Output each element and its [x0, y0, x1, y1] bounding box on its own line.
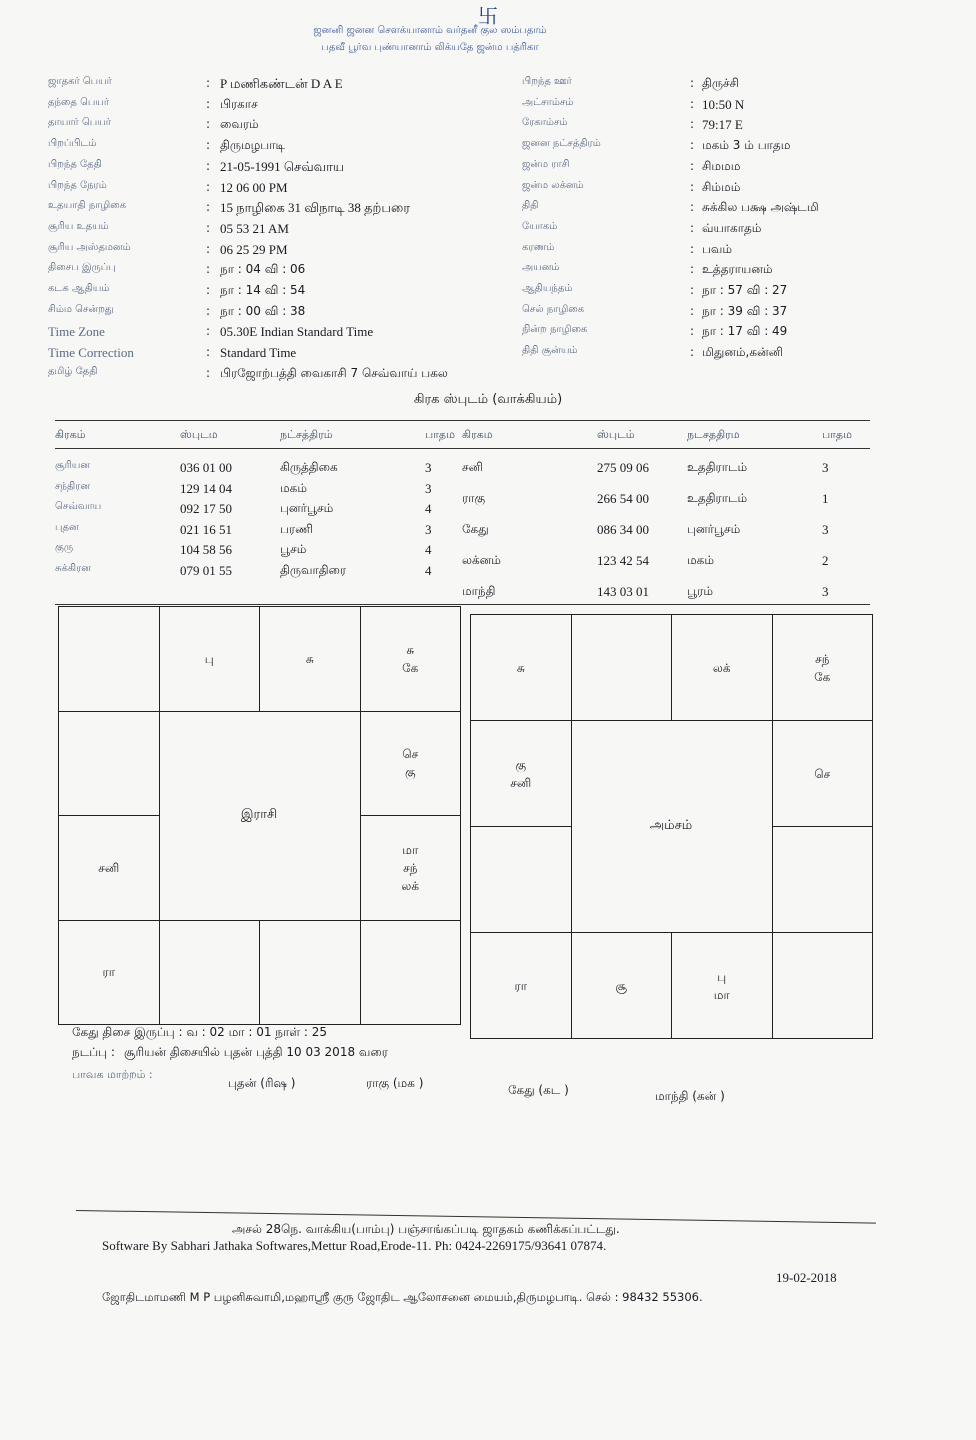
info-row [522, 345, 902, 365]
info-label: சூரிய அஸ்தமனம் [48, 241, 131, 253]
info-label: பிறப்பிடம் [48, 138, 97, 150]
column-header: நட்சத்திரம் [280, 428, 333, 441]
info-row [48, 242, 508, 262]
planet-abbrev: சந் [403, 860, 418, 875]
info-colon: : [206, 179, 211, 194]
table-cell-sputam: 143 03 01 [597, 584, 649, 599]
planet-abbrev: சு [406, 642, 415, 657]
table-cell-star: திருவாதிரை [280, 562, 347, 577]
table-cell-star: மகம் [687, 553, 714, 567]
info-label: ஜன்ம லக்னம் [522, 179, 584, 191]
table-cell-padam: 3 [822, 460, 829, 475]
info-label: யோகம் [522, 220, 558, 232]
info-value: சிம்மம் [702, 179, 741, 194]
planet-table-left [55, 424, 455, 604]
info-colon: : [206, 324, 211, 339]
bhava-item: மாந்தி (கன் ) [655, 1089, 725, 1103]
info-colon: : [206, 303, 211, 318]
info-value: திருமழபாடி [220, 138, 286, 153]
info-value: உத்தராயனம் [702, 262, 773, 277]
info-label: உதயாதி நாழிகை [48, 200, 127, 212]
info-colon: : [206, 220, 211, 235]
table-cell-padam: 3 [822, 584, 829, 599]
info-label: தமிழ் தேதி [48, 365, 98, 377]
table-cell-planet: குரு [55, 542, 74, 553]
chart-house-makaram [470, 826, 572, 933]
chart-house-mesham [571, 614, 673, 721]
planet-abbrev: மா [713, 987, 730, 1002]
table-cell-sputam: 092 17 50 [180, 501, 232, 516]
header-sloka-line1: ஜனனி ஜனன சௌக்யானாம் வர்தனீ குல ஸம்பதாம் [313, 25, 547, 36]
info-label: தாயார் பெயர் [48, 117, 111, 129]
info-value: பிரஜோற்பத்தி வைகாசி 7 செவ்வாய் பகல [220, 365, 448, 380]
table-top-rule [55, 420, 870, 421]
info-value: நா : 00 வி : 38 [220, 303, 306, 318]
info-row [48, 76, 508, 96]
chart-house-thulam [259, 920, 361, 1026]
info-row [48, 138, 508, 158]
table-cell-star: புனர்பூசம் [280, 501, 334, 515]
chart-house-kanni [772, 932, 874, 1039]
planet-abbrev: லக் [401, 878, 420, 893]
info-value: 05.30E Indian Standard Time [220, 324, 374, 340]
chart-house-meenam [470, 614, 572, 721]
table-cell-sputam: 123 42 54 [597, 553, 649, 568]
info-colon: : [690, 96, 695, 111]
planet-abbrev: சனி [98, 860, 120, 875]
chart-house-katakam [360, 711, 462, 817]
info-colon: : [690, 76, 695, 90]
table-cell-sputam: 021 16 51 [180, 521, 232, 537]
chart-house-mithunam [360, 606, 462, 712]
info-label: ஜன்ம ராசி [522, 158, 570, 170]
table-cell-star: பூரம் [687, 584, 714, 598]
table-cell-padam: 1 [822, 491, 829, 506]
table-cell-star: பூசம் [280, 542, 307, 556]
info-value: Standard Time [220, 345, 297, 361]
info-value: நா : 04 வி : 06 [220, 262, 306, 277]
planet-abbrev: சூ [615, 978, 627, 993]
table-cell-padam: 3 [425, 521, 432, 537]
info-value: நா : 14 வி : 54 [220, 283, 306, 297]
table-cell-sputam: 086 34 00 [597, 522, 649, 537]
table-cell-sputam: 275 09 06 [597, 460, 649, 475]
info-label: திதி சூன்யம் [522, 345, 578, 357]
planet-abbrev: கு [515, 757, 527, 772]
planet-abbrev: பு [204, 651, 214, 666]
info-label: ஆதியந்தம் [522, 283, 573, 294]
table-cell-sputam: 266 54 00 [597, 491, 649, 506]
info-row [522, 221, 902, 241]
info-value: 21-05-1991 செவ்வாய [220, 158, 345, 174]
table-cell-padam: 4 [425, 501, 432, 516]
info-label: ஜனன நட்சத்திரம் [522, 138, 601, 150]
info-row [48, 97, 508, 117]
info-row [522, 324, 902, 344]
info-row [522, 180, 902, 200]
table-cell-star: உததிராடம் [687, 491, 748, 505]
chart-house-thulam [671, 932, 773, 1039]
bhava-change-label: பாவக மாற்றம் : [72, 1068, 153, 1081]
column-header: பாதம [425, 428, 455, 441]
info-row [48, 117, 508, 137]
info-value: நா : 39 வி : 37 [702, 303, 788, 318]
info-value: சிமமம [702, 158, 741, 173]
table-cell-planet: புதன [55, 521, 79, 533]
chart-house-kanni [360, 920, 462, 1026]
info-row [48, 221, 508, 241]
info-value: 15 நாழிகை 31 விநாடி 38 தற்பரை [220, 200, 411, 216]
info-label: கரணம் [522, 241, 555, 253]
info-row [48, 283, 508, 303]
table-cell-sputam: 104 58 56 [180, 542, 232, 557]
planet-abbrev: கே [814, 669, 831, 684]
planet-abbrev: சு [305, 651, 314, 666]
info-row [48, 345, 508, 365]
current-period: சூரியன் திசையில் புதன் புத்தி 10 03 2018 வரை [124, 1045, 388, 1059]
planet-abbrev: சந் [815, 651, 830, 666]
info-row [48, 324, 508, 344]
table-cell-star: மகம் [280, 480, 307, 495]
chart-house-kumbam [58, 711, 160, 817]
info-row [48, 304, 508, 324]
rasi-chart [58, 606, 460, 1024]
info-value: P மணிகண்டன் D A E [220, 76, 343, 91]
info-colon: : [690, 117, 695, 132]
planet-abbrev: கு [404, 765, 416, 780]
info-colon: : [690, 179, 695, 194]
planet-abbrev: செ [402, 747, 419, 762]
table-cell-sputam: 079 01 55 [180, 562, 232, 578]
info-row [522, 262, 902, 282]
info-colon: : [206, 158, 211, 173]
info-row [522, 200, 902, 220]
table-cell-padam: 4 [425, 562, 432, 578]
chart-title: இராசி [240, 807, 278, 822]
planet-abbrev: சு [516, 660, 525, 675]
table-cell-star: கிருத்திகை [280, 460, 338, 474]
table-cell-sputam: 036 01 00 [180, 460, 232, 475]
info-value: சுக்கில பக்ஷ அஷ்டமி [702, 200, 819, 215]
info-value: 05 53 21 AM [220, 220, 289, 236]
info-label: சூரிய உதயம் [48, 220, 109, 232]
footer-print-date: 19-02-2018 [776, 1270, 837, 1285]
info-colon: : [690, 220, 695, 235]
table-bottom-rule [55, 604, 870, 605]
amsam-chart [470, 614, 872, 1038]
chart-house-katakam [772, 720, 874, 827]
chart-house-makaram [58, 815, 160, 921]
chart-house-viruchikam [159, 920, 261, 1026]
info-row [48, 262, 508, 282]
info-colon: : [206, 76, 211, 90]
info-value: நா : 17 வி : 49 [702, 324, 788, 339]
info-value: பிரகாச [220, 96, 258, 111]
info-label: திசைப இருப்பு [48, 262, 116, 274]
chart-title: அம்சம் [649, 818, 693, 833]
info-value: 06 25 29 PM [220, 241, 288, 257]
planet-table-right [462, 424, 872, 604]
info-row [522, 304, 902, 324]
planet-abbrev: பு [717, 969, 727, 984]
info-colon: : [690, 345, 695, 360]
bhava-item: ராகு (மக ) [366, 1076, 424, 1090]
current-period-label: நடப்பு : [72, 1045, 115, 1059]
table-cell-padam: 4 [425, 542, 432, 557]
planet-positions-title: கிரக ஸ்புடம் (வாக்கியம்) [413, 392, 563, 407]
info-value: 10:50 N [702, 96, 745, 112]
info-colon: : [690, 200, 695, 215]
info-colon: : [206, 283, 211, 297]
footer-panchang-note: அசல் 28நெ. வாக்கிய(பாம்பு) பஞ்சாங்கப்படி ஜாதகம் கணிக்கப்பட்டது. [232, 1222, 620, 1236]
info-colon: : [206, 96, 211, 111]
chart-house-rishabam [671, 614, 773, 721]
info-value: பவம் [702, 241, 733, 256]
swastika-symbol: 卐 [478, 4, 498, 28]
table-cell-planet: சுக்கிரன [55, 562, 91, 574]
info-value: திருச்சி [702, 76, 739, 90]
info-colon: : [206, 262, 211, 277]
header-sloka-line2: பதவீ பூர்வ புண்யானாம் லிக்யதே ஜன்ம பத்ரிகா [321, 42, 539, 53]
column-header: பாதம [822, 428, 852, 441]
info-label: கடக ஆதியம் [48, 283, 110, 294]
planet-abbrev: ரா [514, 978, 527, 993]
table-cell-planet: சூரியன [55, 460, 91, 471]
info-label: திதி [522, 200, 539, 212]
birth-details-left [48, 76, 508, 386]
chart-house-simmam [360, 815, 462, 921]
footer-software-credit: Software By Sabhari Jathaka Softwares,Mettur Road,Erode-11. Ph: 0424-2269175/93641 07874. [102, 1238, 607, 1253]
chart-house-dhanus [58, 920, 160, 1026]
info-value: மகம் 3 ம் பாதம [702, 138, 791, 153]
table-cell-padam: 3 [822, 522, 829, 537]
table-cell-planet: மாந்தி [462, 584, 496, 598]
dasha-balance: கேது திசை இருப்பு : வ : 02 மா : 01 நாள் : 25 [72, 1025, 328, 1039]
info-label: பிறந்த நேரம் [48, 179, 107, 191]
table-cell-star: புனர்பூசம் [687, 522, 741, 536]
column-header: கிரகம் [55, 428, 86, 441]
info-label: செல் நாழிகை [522, 303, 585, 315]
chart-house-kumbam [470, 720, 572, 827]
planet-abbrev: செ [814, 766, 831, 781]
table-cell-planet: கேது [462, 522, 489, 536]
info-colon: : [206, 138, 211, 153]
info-row [522, 159, 902, 179]
info-label: Time Zone [48, 324, 105, 340]
info-colon: : [690, 262, 695, 277]
table-cell-padam: 3 [425, 480, 432, 496]
info-colon: : [690, 324, 695, 339]
info-label: பிறந்த ஊர் [522, 76, 572, 87]
info-label: சிம்ம சென்றது [48, 303, 114, 315]
table-cell-star: பரணி [280, 521, 313, 536]
info-row [522, 76, 902, 96]
column-header: ஸ்புடம் [597, 428, 635, 441]
table-cell-planet: சந்திரன [55, 480, 91, 492]
info-row [522, 283, 902, 303]
chart-house-mithunam [772, 614, 874, 721]
footer-astrologer-contact: ஜோதிடமாமணி M P பழனிசுவாமி,மஹாஸ்ரீ குரு ஜோதிட ஆலோசனை மையம்,திருமழபாடி. செல் : 98432 55306. [102, 1290, 703, 1304]
column-header: நடசததிரம [687, 428, 740, 441]
planet-abbrev: மா [402, 842, 419, 857]
info-colon: : [690, 303, 695, 318]
table-cell-star: உததிராடம் [687, 460, 748, 474]
planet-abbrev: லக் [712, 660, 731, 675]
table-cell-planet: லக்னம் [462, 553, 501, 567]
info-label: Time Correction [48, 345, 134, 361]
planet-abbrev: சனி [510, 775, 532, 790]
table-cell-padam: 2 [822, 553, 829, 568]
table-cell-planet: செவ்வாய [55, 501, 102, 512]
info-row [522, 242, 902, 262]
info-label: அட்சாம்சம் [522, 96, 574, 108]
info-label: நின்ற நாழிகை [522, 324, 588, 336]
info-row [522, 138, 902, 158]
info-colon: : [690, 138, 695, 153]
chart-house-viruchikam [571, 932, 673, 1039]
info-label: அயனம் [522, 262, 560, 274]
column-header: கிரகம [462, 428, 493, 441]
info-row [522, 117, 902, 137]
chart-house-meenam [58, 606, 160, 712]
table-cell-planet: ராகு [462, 491, 486, 505]
info-row [48, 180, 508, 200]
chart-house-rishabam [259, 606, 361, 712]
info-colon: : [206, 241, 211, 256]
chart-house-dhanus [470, 932, 572, 1039]
info-label: பிறந்த தேதி [48, 158, 102, 170]
info-label: ஜாதகர் பெயர் [48, 76, 112, 87]
bhava-item: புதன் (ரிஷ ) [228, 1076, 296, 1090]
info-value: 12 06 00 PM [220, 179, 288, 195]
info-row [522, 97, 902, 117]
info-value: நா : 57 வி : 27 [702, 283, 788, 297]
info-value: 79:17 E [702, 117, 743, 133]
info-row [48, 366, 508, 386]
info-label: ரேகாம்சம் [522, 117, 568, 129]
info-colon: : [206, 365, 211, 380]
planet-abbrev: கே [402, 660, 419, 675]
info-colon: : [690, 241, 695, 256]
info-colon: : [690, 283, 695, 297]
info-value: வ்யாகாதம் [702, 220, 762, 235]
column-header: ஸ்புடம [180, 428, 218, 441]
table-cell-planet: சனி [462, 460, 483, 474]
chart-house-mesham [159, 606, 261, 712]
info-colon: : [206, 117, 211, 132]
info-value: வைரம் [220, 117, 259, 132]
info-colon: : [690, 158, 695, 173]
info-colon: : [206, 200, 211, 215]
table-cell-sputam: 129 14 04 [180, 480, 232, 496]
info-value: மிதுனம்,கன்னி [702, 345, 783, 360]
chart-house-simmam [772, 826, 874, 933]
info-row [48, 200, 508, 220]
info-colon: : [206, 345, 211, 360]
bhava-item: கேது (கட ) [508, 1083, 569, 1097]
info-row [48, 159, 508, 179]
birth-details-right [522, 76, 902, 366]
info-label: தந்தை பெயர் [48, 96, 110, 108]
planet-abbrev: ரா [102, 965, 115, 980]
table-cell-padam: 3 [425, 460, 432, 475]
